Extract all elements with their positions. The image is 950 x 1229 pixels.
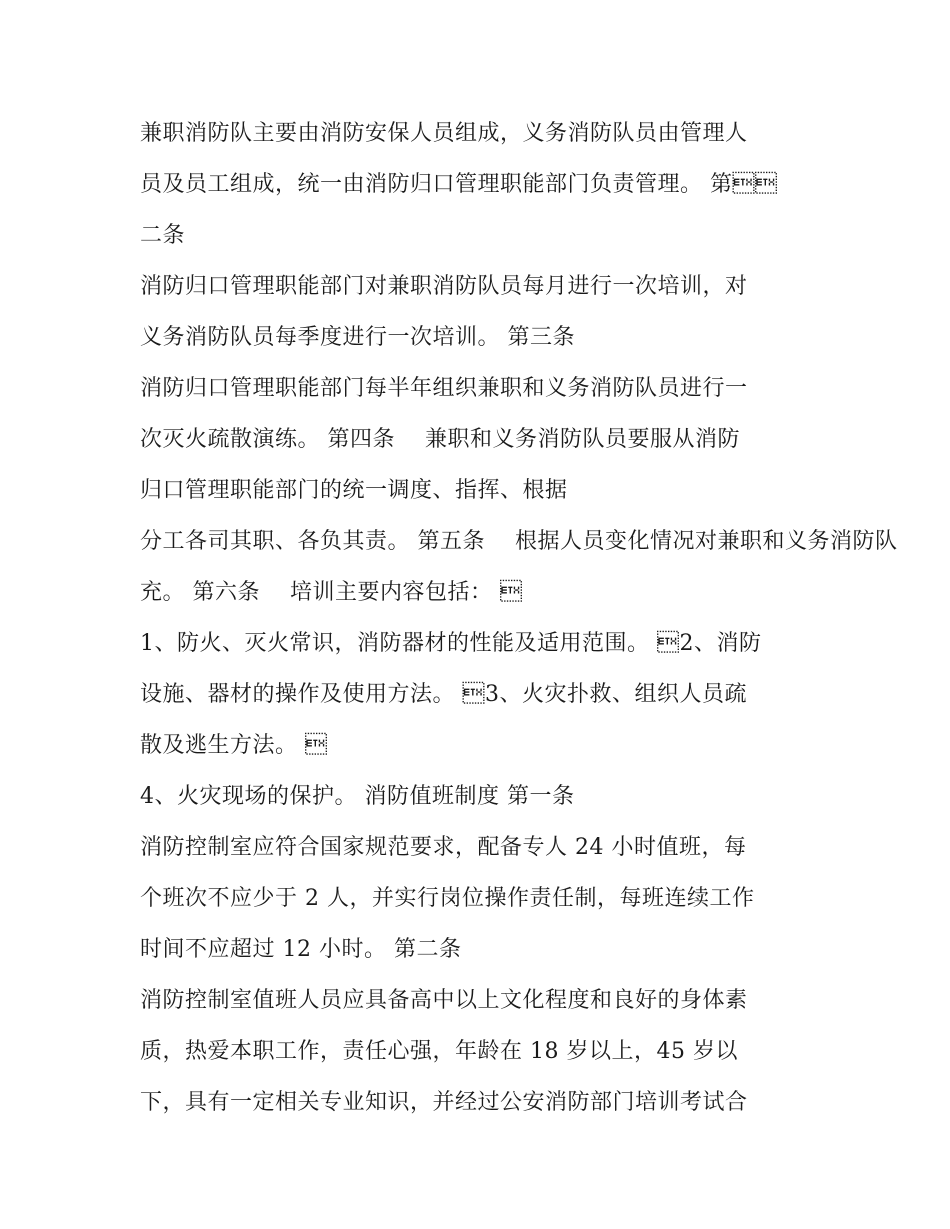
text-line-17: 时间不应超过 12 小时。 第二条 [140, 937, 462, 962]
text-line-15: 消防控制室应符合国家规范要求，配备专人 24 小时值班，每 [140, 835, 747, 860]
text-line-3: 二条 [140, 223, 186, 248]
text-line-20: 下，具有一定相关专业知识，并经过公安消防部门培训考试合 [140, 1090, 748, 1115]
text-line-18: 消防控制室值班人员应具备高中以上文化程度和良好的身体素 [140, 988, 748, 1013]
body-text [140, 108, 950, 1128]
text-line-7: 次灭火疏散演练。 第四条 兼职和义务消防队员要服从消防 [140, 427, 740, 452]
text-line-4: 消防归口管理职能部门对兼职消防队员每月进行一次培训，对 [140, 274, 748, 299]
text-line-13: 散及逃生方法。  [140, 733, 328, 758]
text-line-16: 个班次不应少于 2 人，并实行岗位操作责任制，每班连续工作 [140, 886, 755, 911]
text-line-10: 充。 第六条 培训主要内容包括：  [140, 580, 523, 605]
text-line-1: 兼职消防队主要由消防安保人员组成，义务消防队员由管理人 [140, 121, 748, 146]
text-line-9: 分工各司其职、各负其责。 第五条 根据人员变化情况对兼职和义务消防队 [140, 529, 898, 554]
text-line-5: 义务消防队员每季度进行一次培训。 第三条 [140, 325, 575, 350]
text-line-19: 质，热爱本职工作，责任心强，年龄在 18 岁以上，45 岁以 [140, 1039, 738, 1064]
text-line-12: 设施、器材的操作及使用方法。 3、火灾扑救、组织人员疏 [140, 682, 747, 707]
text-line-6: 消防归口管理职能部门每半年组织兼职和义务消防队员进行一 [140, 376, 748, 401]
text-line-14: 4、火灾现场的保护。 消防值班制度 第一条 [140, 784, 575, 809]
text-line-8: 归口管理职能部门的统一调度、指挥、根据 [140, 478, 568, 503]
text-line-2: 员及员工组成，统一由消防归口管理职能部门负责管理。 第 [140, 172, 778, 197]
text-line-11: 1、防火、灭火常识，消防器材的性能及适用范围。 2、消防 [140, 631, 762, 656]
